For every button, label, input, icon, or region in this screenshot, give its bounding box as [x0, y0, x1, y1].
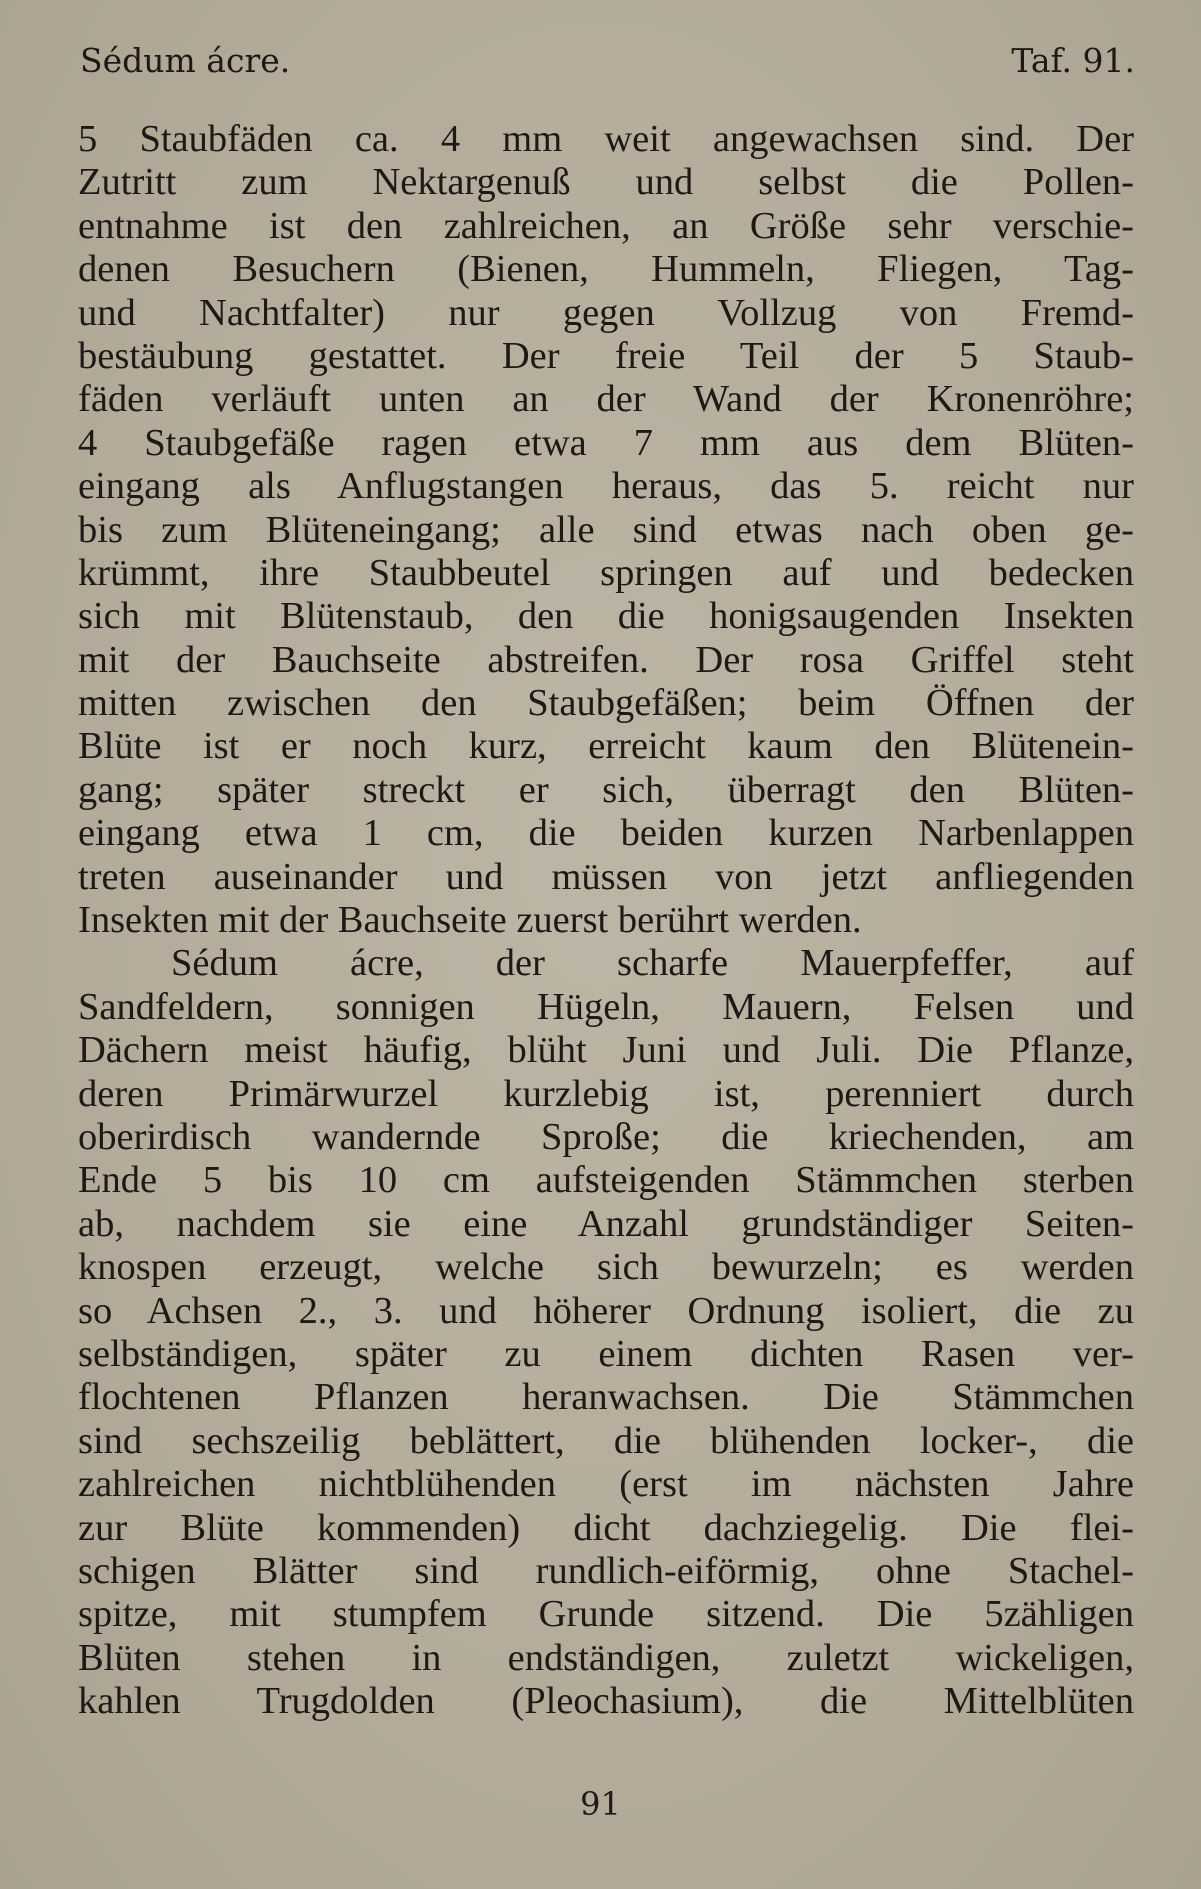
text-line: mit der Bauchseite abstreifen. Der rosa Griffel steht	[78, 638, 1134, 681]
text-line: zahlreichen nichtblühenden (erst im nächsten Jahre	[78, 1463, 1134, 1506]
text-line: Ende 5 bis 10 cm aufsteigenden Stämmchen sterben	[78, 1159, 1134, 1202]
text-line: eingang als Anflugstangen heraus, das 5. reicht nur	[78, 465, 1134, 508]
page-number: 91	[580, 1785, 621, 1823]
text-line: knospen erzeugt, welche sich bewurzeln; es werden	[78, 1246, 1134, 1289]
text-line: Sandfeldern, sonnigen Hügeln, Mauern, Felsen und	[78, 985, 1134, 1028]
text-line: eingang etwa 1 cm, die beiden kurzen Narbenlappen	[78, 812, 1134, 855]
text-line: krümmt, ihre Staubbeutel springen auf und bedecken	[78, 551, 1134, 594]
text-line: bis zum Blüteneingang; alle sind etwas nach oben ge-	[78, 508, 1134, 551]
text-line: mitten zwischen den Staubgefäßen; beim Öffnen der	[78, 682, 1134, 725]
text-line: sind sechszeilig beblättert, die blühenden locker-, die	[78, 1419, 1134, 1462]
text-line: 5 Staubfäden ca. 4 mm weit angewachsen sind. Der	[78, 118, 1134, 160]
text-line: und Nachtfalter) nur gegen Vollzug von Fremd-	[78, 291, 1134, 334]
text-line: selbständigen, später zu einem dichten Rasen ver-	[78, 1332, 1134, 1375]
text-line: schigen Blätter sind rundlich-eiförmig, ohne Stachel-	[78, 1549, 1134, 1592]
text-line: flochtenen Pflanzen heranwachsen. Die Stämmchen	[78, 1376, 1134, 1419]
text-line: Blüte ist er noch kurz, erreicht kaum den Blütenein-	[78, 725, 1134, 768]
text-line: oberirdisch wandernde Sproße; die kriechenden, am	[78, 1115, 1134, 1158]
text-line: Blüten stehen in endständigen, zuletzt wickeligen,	[78, 1636, 1134, 1679]
text-line: kahlen Trugdolden (Pleochasium), die Mittelblüten	[78, 1680, 1134, 1723]
text-line: ab, nachdem sie eine Anzahl grundständiger Seiten-	[78, 1202, 1134, 1245]
text-line: so Achsen 2., 3. und höherer Ordnung isoliert, die zu	[78, 1289, 1134, 1332]
text-line: gang; später streckt er sich, überragt den Blüten-	[78, 768, 1134, 811]
text-line: fäden verläuft unten an der Wand der Kronenröhre;	[78, 378, 1134, 421]
text-line: denen Besuchern (Bienen, Hummeln, Fliegen, Tag-	[78, 248, 1134, 291]
text-line: bestäubung gestattet. Der freie Teil der 5 Staub-	[78, 334, 1134, 377]
body-text	[78, 118, 1134, 1723]
text-line: Dächern meist häufig, blüht Juni und Juli. Die Pflanze,	[78, 1029, 1134, 1072]
text-line: sich mit Blütenstaub, den die honigsaugenden Insekten	[78, 595, 1134, 638]
text-line: Insekten mit der Bauchseite zuerst berührt werden.	[78, 899, 862, 942]
text-line: deren Primärwurzel kurzlebig ist, perenniert durch	[78, 1072, 1134, 1115]
text-line: treten auseinander und müssen von jetzt anfliegenden	[78, 855, 1134, 898]
text-line: zur Blüte kommenden) dicht dachziegelig. Die flei-	[78, 1506, 1134, 1549]
text-line: Sédum ácre, der scharfe Mauerpfeffer, auf	[171, 942, 1134, 985]
running-head-title: Sédum ácre.	[80, 41, 291, 80]
text-line: Zutritt zum Nektargenuß und selbst die Pollen-	[78, 161, 1134, 204]
running-head	[80, 36, 1135, 86]
text-line: 4 Staubgefäße ragen etwa 7 mm aus dem Blüten-	[78, 421, 1134, 464]
text-line: spitze, mit stumpfem Grunde sitzend. Die 5zähligen	[78, 1593, 1134, 1636]
text-line: entnahme ist den zahlreichen, an Größe sehr verschie-	[78, 204, 1134, 247]
running-head-plate: Taf. 91.	[1011, 41, 1135, 80]
